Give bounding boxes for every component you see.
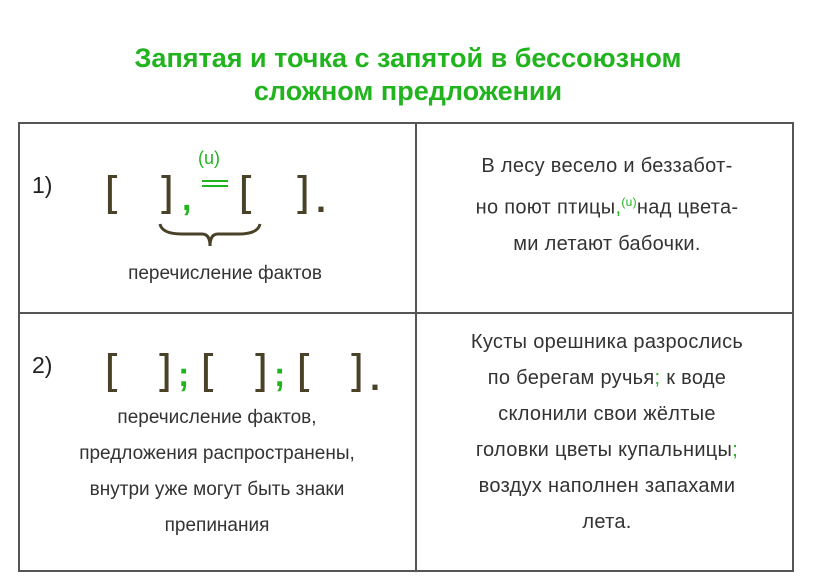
- row2-example: [420, 324, 794, 540]
- row2-bracket-close-3: ]: [344, 346, 371, 397]
- row2-example-line-2-start: по берегам ручья: [487, 367, 655, 389]
- row2-bracket-open-2: [: [194, 346, 221, 397]
- row2-example-line-1: Кусты орешника разрослись: [470, 331, 744, 353]
- row2-example-line-5: воздух наполнен запахами: [478, 475, 736, 497]
- row2-bracket-open-3: [: [290, 346, 317, 397]
- row2-caption-line-4: препинания: [164, 515, 270, 536]
- row2-example-line-6: лета.: [582, 511, 632, 533]
- row2-example-line-4: [420, 432, 794, 468]
- row1-bracket-open-1: [: [98, 168, 125, 219]
- row2-example-line-3: склонили свои жёлтые: [498, 403, 716, 425]
- row2-caption-line-3: внутри уже могут быть знаки: [89, 479, 345, 500]
- row2-caption: [24, 400, 410, 544]
- row-divider: [20, 312, 792, 314]
- row1-example-u-mark: (u): [621, 195, 637, 209]
- row2-bracket-close-1: ]: [152, 346, 179, 397]
- row1-example-line-1: В лесу весело и беззабот-: [481, 155, 733, 177]
- title-line-1: Запятая и точка с запятой в бессоюзном: [134, 43, 682, 73]
- row1-bracket-close-1: ]: [154, 168, 181, 219]
- rules-table: [18, 122, 794, 572]
- row1-example: [422, 148, 792, 262]
- row1-caption: перечисление фактов: [128, 263, 322, 284]
- row1-bracket-close-2: ]: [290, 168, 317, 219]
- row1-example-line-2: [422, 184, 792, 226]
- column-divider: [415, 124, 417, 570]
- row2-bracket-close-2: ]: [248, 346, 275, 397]
- row1-example-line-2-end: над цвета-: [636, 196, 739, 219]
- row2-semicolon-2: ;: [274, 356, 286, 394]
- row1-comma: ,: [182, 180, 192, 218]
- row1-u-conjunction-mark: (u): [198, 148, 220, 168]
- row2-example-line-2: [420, 360, 794, 396]
- row2-caption-line-2: предложения распространены,: [79, 443, 355, 464]
- title-line-2: сложном предложении: [253, 76, 563, 106]
- page-title: [0, 42, 816, 108]
- row1-underline-bottom: [202, 185, 228, 187]
- curly-brace-icon: [158, 222, 262, 250]
- row1-example-line-2-start: но поют птицы: [475, 196, 616, 219]
- row1-underline-top: [202, 180, 228, 182]
- row2-example-line-2-end: к воде: [660, 367, 727, 389]
- row1-example-comma: ,: [615, 196, 622, 219]
- row1-number: 1): [32, 172, 53, 198]
- row1-period: .: [316, 179, 327, 220]
- row2-example-semicolon-2: ;: [732, 439, 739, 461]
- row1-example-line-3: ми летают бабочки.: [513, 232, 701, 255]
- row1-bracket-open-2: [: [232, 168, 259, 219]
- row2-number: 2): [32, 352, 53, 378]
- row2-semicolon-1: ;: [178, 356, 190, 394]
- row2-example-semicolon-1: ;: [654, 367, 661, 389]
- row2-period: .: [370, 357, 381, 398]
- row2-caption-line-1: перечисление фактов,: [117, 407, 317, 428]
- row2-bracket-open-1: [: [98, 346, 125, 397]
- row2-example-line-4-start: головки цветы купальницы: [475, 439, 733, 461]
